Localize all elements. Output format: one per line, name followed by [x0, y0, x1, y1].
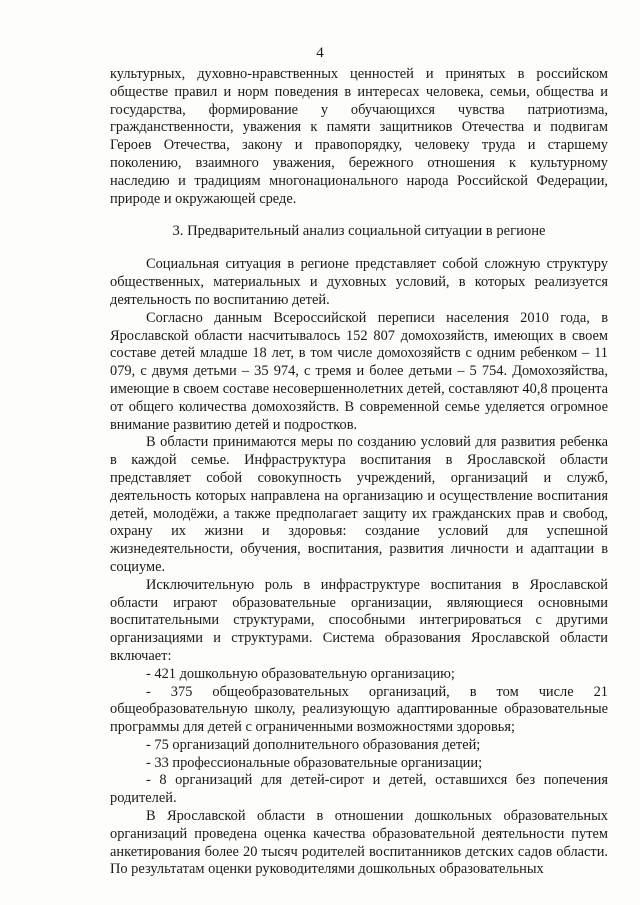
page-number: 4 [316, 45, 324, 61]
list-item-professional: - 33 профессиональные образовательные организации; [146, 754, 483, 771]
closing-paragraph: В Ярославской области в отношении дошкольных образовательных организаций проведена оценка качества образовательной деятельности путем анкетирования более 20 тысяч родителей воспитанников детских садов области. По результатам оценки руководителями дошкольных образовательных [110, 808, 608, 878]
section-title: 3. Предварительный анализ социальной ситуации в регионе [172, 223, 546, 240]
paragraph-social-situation: Социальная ситуация в регионе представляет собой сложную структуру общественных, материальных и духовных условий, в которых реализуется деятельность по воспитанию детей. [110, 256, 608, 308]
paragraph-infrastructure: В области принимаются меры по созданию условий для развития ребенка в каждой семье. Инфраструктура воспитания в Ярославской области представляет собой совокупность учреждений, организаций и служб, деятельность которых направлена на организацию и осуществление воспитания детей, молодёжи, а также предполагает защиту их гражданских прав и свобод, охрану их жизни и здоровья: создание условий для успешной жизнедеятельности, обучения, воспитания, развития личности и адаптации в социуме. [110, 434, 608, 575]
paragraph-census-data: Согласно данным Всероссийской переписи населения 2010 года, в Ярославской области насчитывалось 152 807 домохозяйств, имеющих в своем составе детей младше 18 лет, в том числе домохозяйств с одним ребенком – 11 079, с двумя детьми – 35 974, с тремя и более детьми – 5 754. Домохозяйства, имеющие в своем составе несовершеннолетних детей, составляют 40,8 процента от общего количества домохозяйств. В современной семье уделяется огромное внимание развитию детей и подростков. [110, 309, 608, 433]
list-item-preschool: - 421 дошкольную образовательную организацию; [146, 665, 455, 682]
document-body [110, 66, 608, 879]
list-item-general-education: - 375 общеобразовательных организаций, в том числе 21 общеобразовательную школу, реализующую адаптированные образовательные программы для детей с ограниченными возможностями здоровья; [110, 683, 608, 736]
intro-paragraph: культурных, духовно-нравственных ценностей и принятых в российском обществе правил и норм поведения в интересах человека, семьи, общества и государства, формирование у обучающихся чувства патриотизма, гражданственности, уважения к памяти защитников Отечества и подвигам Героев Отечества, закону и правопорядку, человеку труда и старшему поколению, взаимного уважения, бережного отношения к культурному наследию и традициям многонационального народа Российской Федерации, природе и окружающей среде. [110, 66, 608, 207]
list-item-additional-education: - 75 организаций дополнительного образования детей; [146, 736, 481, 753]
list-item-orphans: - 8 организаций для детей-сирот и детей, оставшихся без попечения родителей. [110, 772, 608, 807]
paragraph-education-system: Исключительную роль в инфраструктуре воспитания в Ярославской области играют образовательные организации, являющиеся основными воспитательными структурами, способными интегрироваться с другими организациями и структурами. Система образования Ярославской области включает: [110, 576, 608, 664]
